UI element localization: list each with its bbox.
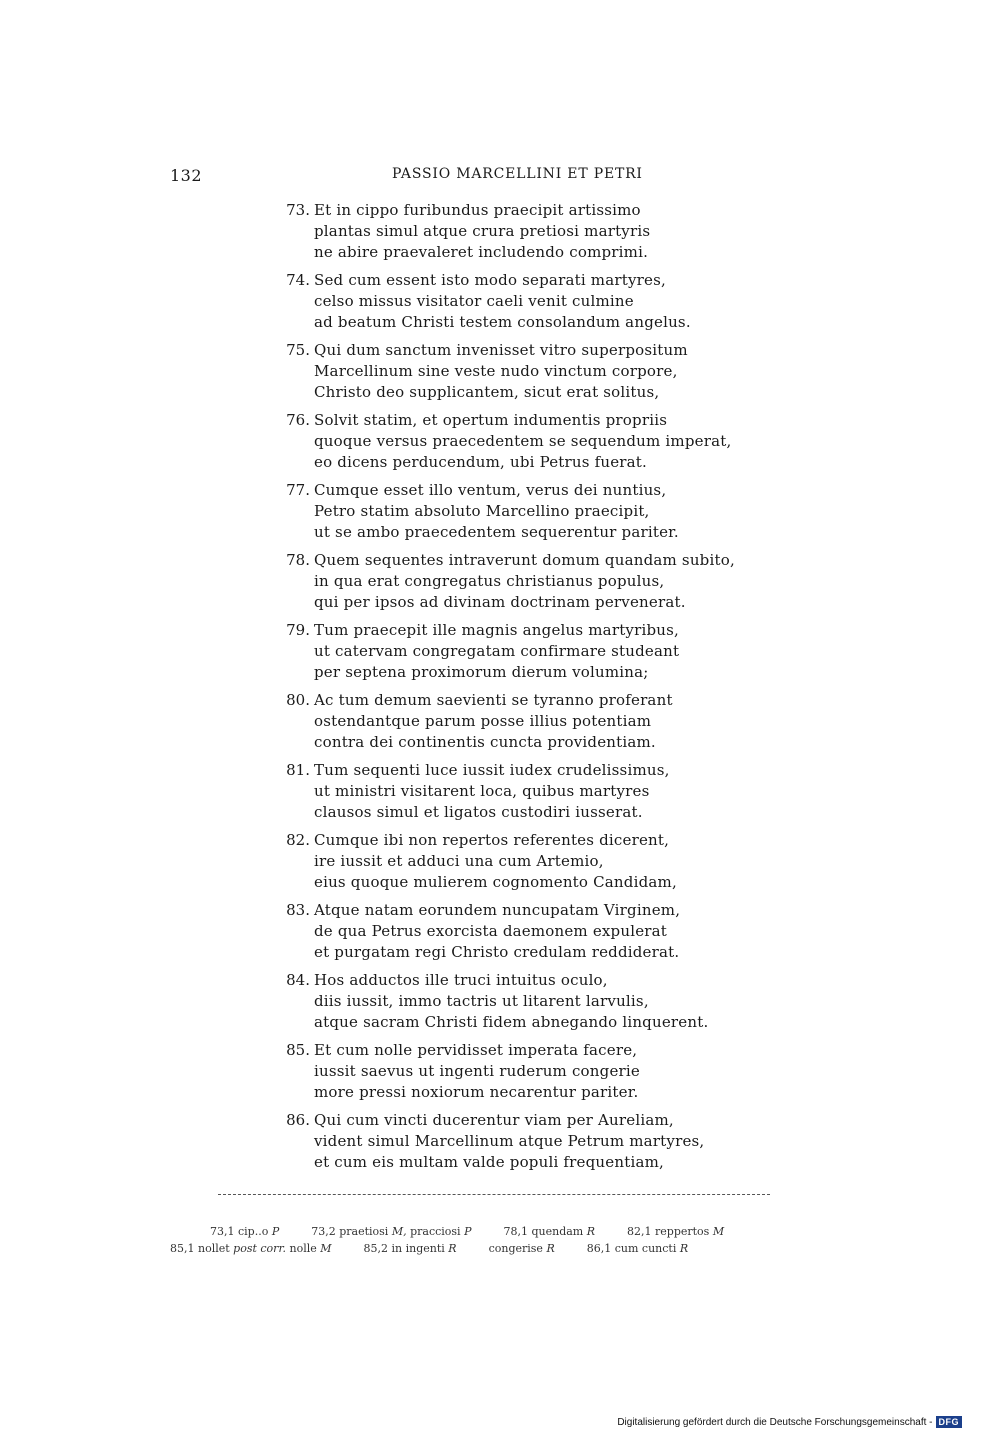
stanza-number: 82. (286, 831, 310, 849)
stanza (270, 200, 750, 263)
credit-text: Digitalisierung gefördert durch die Deutsche Forschungsgemeinschaft - (617, 1416, 933, 1428)
apparatus-entry: 86,1 cum cuncti R (586, 1242, 689, 1255)
critical-apparatus (170, 1223, 850, 1257)
verse-line: vident simul Marcellinum atque Petrum martyres, (314, 1132, 705, 1150)
verse-line: Cumque ibi non repertos referentes dicerent, (314, 831, 670, 849)
stanza-number: 84. (286, 971, 310, 989)
apparatus-entry: 78,1 quendam R (503, 1225, 596, 1238)
stanza (270, 410, 750, 473)
stanza-lines (314, 200, 650, 263)
verse-line: Tum sequenti luce iussit iudex crudelissimus, (314, 761, 670, 779)
stanza-lines (314, 480, 679, 543)
stanza (270, 480, 750, 543)
verse-line: Tum praecepit ille magnis angelus martyribus, (314, 621, 679, 639)
verse-line: celso missus visitator caeli venit culmine (314, 292, 634, 310)
verse-line: Sed cum essent isto modo separati martyres, (314, 271, 666, 289)
stanza-number: 80. (286, 691, 310, 709)
stanza-number: 73. (286, 201, 310, 219)
verse-line: Qui cum vincti ducerentur viam per Aureliam, (314, 1111, 674, 1129)
apparatus-entry: 85,2 in ingenti R (363, 1242, 457, 1255)
verse-line: ad beatum Christi testem consolandum angelus. (314, 313, 691, 331)
apparatus-line-2 (170, 1240, 850, 1257)
apparatus-line-1 (170, 1223, 850, 1240)
verse-line: ut catervam congregatam confirmare studeant (314, 642, 680, 660)
verse-line: ut se ambo praecedentem sequerentur pariter. (314, 523, 679, 541)
verse-line: eo dicens perducendum, ubi Petrus fuerat. (314, 453, 647, 471)
verse-line: et purgatam regi Christo credulam reddiderat. (314, 943, 680, 961)
stanza-lines (314, 760, 670, 823)
stanza-number: 86. (286, 1111, 310, 1129)
verse-line: Solvit statim, et opertum indumentis propriis (314, 411, 668, 429)
stanza (270, 620, 750, 683)
stanza (270, 830, 750, 893)
verse-line: Qui dum sanctum invenisset vitro superpositum (314, 341, 688, 359)
stanza (270, 550, 750, 613)
verse-line: Et in cippo furibundus praecipit artissimo (314, 201, 641, 219)
stanza-lines (314, 340, 688, 403)
footnote-divider (218, 1194, 770, 1195)
stanza-number: 79. (286, 621, 310, 639)
verse-line: Et cum nolle pervidisset imperata facere, (314, 1041, 638, 1059)
stanza-lines (314, 690, 673, 753)
verse-line: Marcellinum sine veste nudo vinctum corpore, (314, 362, 678, 380)
stanza-number: 81. (286, 761, 310, 779)
verse-line: iussit saevus ut ingenti ruderum congerie (314, 1062, 640, 1080)
verse-line: eius quoque mulierem cognomento Candidam, (314, 873, 677, 891)
verse-line: Christo deo supplicantem, sicut erat solitus, (314, 383, 660, 401)
stanza-number: 76. (286, 411, 310, 429)
stanza (270, 340, 750, 403)
stanza (270, 690, 750, 753)
verse-line: ire iussit et adduci una cum Artemio, (314, 852, 604, 870)
stanza-lines (314, 970, 708, 1033)
apparatus-entry: 73,2 praetiosi M, pracciosi P (311, 1225, 472, 1238)
verse-line: Quem sequentes intraverunt domum quandam subito, (314, 551, 735, 569)
apparatus-entry: congerise R (488, 1242, 555, 1255)
stanza (270, 1040, 750, 1103)
stanza-lines (314, 830, 677, 893)
verse-line: et cum eis multam valde populi frequentiam, (314, 1153, 664, 1171)
stanza-lines (314, 270, 691, 333)
verse-line: more pressi noxiorum necarentur pariter. (314, 1083, 639, 1101)
stanza-lines (314, 1040, 640, 1103)
stanza-lines (314, 1110, 704, 1173)
verse-line: Cumque esset illo ventum, verus dei nuntius, (314, 481, 667, 499)
apparatus-entry: 73,1 cip..o P (210, 1225, 280, 1238)
verse-line: ut ministri visitarent loca, quibus martyres (314, 782, 650, 800)
verse-line: quoque versus praecedentem se sequendum imperat, (314, 432, 732, 450)
verse-text (270, 200, 750, 1180)
stanza (270, 970, 750, 1033)
verse-line: ne abire praevaleret includendo comprimi. (314, 243, 649, 261)
stanza-lines (314, 550, 735, 613)
verse-line: atque sacram Christi fidem abnegando linquerent. (314, 1013, 709, 1031)
verse-line: Hos adductos ille truci intuitus oculo, (314, 971, 608, 989)
stanza-lines (314, 900, 680, 963)
verse-line: in qua erat congregatus christianus populus, (314, 572, 665, 590)
stanza-lines (314, 410, 731, 473)
running-title: PASSIO MARCELLINI ET PETRI (392, 166, 643, 182)
verse-line: contra dei continentis cuncta providentiam. (314, 733, 656, 751)
apparatus-entry: 85,1 nollet post corr. nolle M (170, 1242, 332, 1255)
stanza (270, 760, 750, 823)
digitization-credit (617, 1416, 962, 1428)
page-number: 132 (170, 166, 203, 185)
verse-line: ostendantque parum posse illius potentiam (314, 712, 652, 730)
stanza-lines (314, 620, 679, 683)
dfg-logo: DFG (936, 1416, 963, 1428)
apparatus-entry: 82,1 reppertos M (627, 1225, 725, 1238)
stanza-number: 75. (286, 341, 310, 359)
stanza-number: 83. (286, 901, 310, 919)
verse-line: qui per ipsos ad divinam doctrinam pervenerat. (314, 593, 686, 611)
verse-line: Petro statim absoluto Marcellino praecipit, (314, 502, 650, 520)
verse-line: Ac tum demum saevienti se tyranno proferant (314, 691, 673, 709)
stanza-number: 85. (286, 1041, 310, 1059)
stanza-number: 78. (286, 551, 310, 569)
verse-line: Atque natam eorundem nuncupatam Virginem, (314, 901, 681, 919)
stanza-number: 77. (286, 481, 310, 499)
stanza (270, 270, 750, 333)
verse-line: plantas simul atque crura pretiosi martyris (314, 222, 651, 240)
stanza-number: 74. (286, 271, 310, 289)
verse-line: clausos simul et ligatos custodiri iusserat. (314, 803, 643, 821)
verse-line: de qua Petrus exorcista daemonem expulerat (314, 922, 668, 940)
stanza (270, 1110, 750, 1173)
verse-line: diis iussit, immo tactris ut litarent larvulis, (314, 992, 649, 1010)
verse-line: per septena proximorum dierum volumina; (314, 663, 649, 681)
stanza (270, 900, 750, 963)
